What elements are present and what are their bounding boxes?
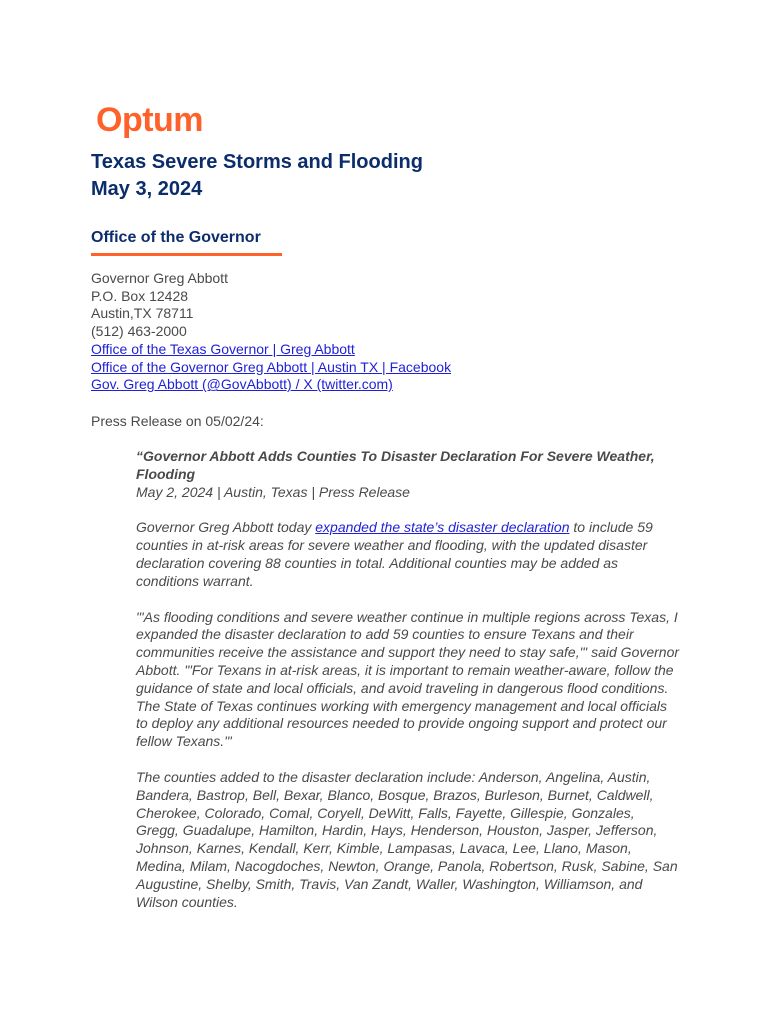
section-underline bbox=[91, 253, 282, 256]
link-disaster-declaration[interactable]: expanded the state’s disaster declaration bbox=[315, 519, 570, 536]
title-date: May 3, 2024 bbox=[91, 178, 203, 200]
contact-block bbox=[91, 270, 451, 394]
press-paragraph-1 bbox=[136, 519, 681, 590]
optum-logo: Optum bbox=[96, 101, 204, 139]
link-governor-facebook[interactable]: Office of the Governor Greg Abbott | Austin TX | Facebook bbox=[91, 358, 452, 375]
press-dateline: May 2, 2024 | Austin, Texas | Press Release bbox=[136, 483, 410, 500]
contact-name: Governor Greg Abbott bbox=[91, 270, 228, 286]
link-governor-twitter[interactable]: Gov. Greg Abbott (@GovAbbott) / X (twitter.com) bbox=[91, 376, 393, 393]
press-headline: “Governor Abbott Adds Counties To Disaster Declaration For Severe Weather, Flooding bbox=[136, 448, 655, 482]
contact-city: Austin,TX 78711 bbox=[91, 305, 194, 322]
paragraph-1-before: Governor Greg Abbott today bbox=[136, 519, 316, 536]
press-paragraph-3: The counties added to the disaster declaration include: Anderson, Angelina, Austin, Bandera, Bastrop, Bell, Bexar, Blanco, Bosque, Brazos, Burleson, Burnet, Caldwell, Cherokee, Colorado, Comal, Coryell, DeWitt, Falls, Fayette, Gillespie, Gonzales, Gregg, Guadalupe, Hamilton, Hardin, Hays, Henderson, Houston, Jasper, Jefferson, Johnson, Karnes, Kendall, Kerr, Kimble, Lampasas, Lavaca, Lee, Llano, Mason, Medina, Milam, Nacogdoches, Newton, Orange, Panola, Robertson, Rusk, Sabine, San Augustine, Shelby, Smith, Travis, Van Zandt, Waller, Washington, Williamson, and Wilson counties. bbox=[136, 768, 678, 910]
contact-phone: (512) 463-2000 bbox=[91, 323, 187, 340]
link-governor-website[interactable]: Office of the Texas Governor | Greg Abbott bbox=[91, 340, 355, 357]
press-paragraph-2: "'As flooding conditions and severe weather continue in multiple regions across Texas, I expanded the disaster declaration to add 59 counties to ensure Texans and their communities receive the assistance and support they need to stay safe,"' said Governor Abbott. '"For Texans in at-risk areas, it is important to remain weather-aware, follow the guidance of state and local officials, and avoid traveling in dangerous flood conditions. The State of Texas continues working with emergency management and local officials to deploy any additional resources needed to provide ongoing support and protect our fellow Texans."' bbox=[136, 608, 680, 750]
press-release-intro: Press Release on 05/02/24: bbox=[91, 413, 264, 429]
paragraph-1-after: to include 59 counties in at-risk areas for severe weather and flooding, with the updated disaster declaration covering 88 counties in total. Additional counties may be added as conditions warrant. bbox=[136, 519, 653, 589]
contact-po-box: P.O. Box 12428 bbox=[91, 287, 189, 304]
press-release-quote bbox=[136, 448, 681, 911]
page-title bbox=[91, 149, 423, 203]
section-heading: Office of the Governor bbox=[91, 229, 261, 246]
title-line-1: Texas Severe Storms and Flooding bbox=[91, 151, 423, 173]
